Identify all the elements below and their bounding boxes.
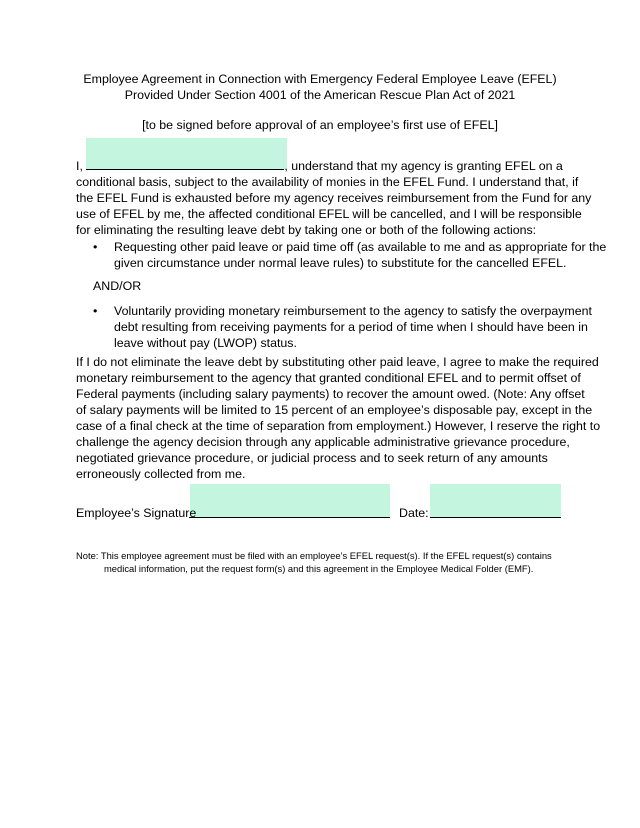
bullet-line: Voluntarily providing monetary reimbursement to the agency to satisfy the overpayment — [114, 304, 592, 318]
intro-line-3: the EFEL Fund is exhausted before my agency receives reimbursement from the Fund for any — [76, 191, 592, 205]
paragraph-line: monetary reimbursement to the agency that granted conditional EFEL and to permit offset of — [76, 371, 581, 385]
employee-signature-label: Employee’s Signature — [76, 506, 197, 520]
paragraph-line: erroneously collected from me. — [76, 467, 246, 481]
note-line-1: Note: This employee agreement must be filed with an employee’s EFEL request(s). If the EFEL request(s) contains — [76, 550, 552, 561]
bullet-item-text — [114, 239, 606, 271]
paragraph-line: negotiated grievance procedure, or judicial process and to seek return of any amounts — [76, 451, 548, 465]
employee-signature-line — [189, 517, 390, 518]
paragraph-line: If I do not eliminate the leave debt by substituting other paid leave, I agree to make the required — [76, 355, 599, 369]
intro-line-1 — [76, 157, 568, 174]
date-line — [430, 517, 561, 518]
filing-note — [76, 549, 576, 575]
bullet-marker: • — [93, 304, 98, 318]
note-line-2: medical information, put the request form(s) and this agreement in the Employee Medical Folder (EMF). — [104, 563, 534, 574]
document-title-line-1: Employee Agreement in Connection with Emergency Federal Employee Leave (EFEL) — [83, 72, 557, 86]
paragraph-line: of salary payments will be limited to 15 percent of an employee’s disposable pay, except in the — [76, 403, 593, 417]
date-label: Date: — [399, 506, 429, 520]
intro-line-5: for eliminating the resulting leave debt by taking one or both of the following actions: — [76, 223, 537, 237]
bullet-line: given circumstance under normal leave rules) to substitute for the cancelled EFEL. — [114, 256, 567, 270]
document-title-line-2: Provided Under Section 4001 of the American Rescue Plan Act of 2021 — [124, 88, 516, 102]
intro-paragraph — [76, 157, 592, 238]
bullet-item-text — [114, 303, 592, 351]
employee-signature-field[interactable] — [190, 484, 390, 518]
bullet-line: Requesting other paid leave or paid time off (as available to me and as appropriate for the — [114, 240, 607, 254]
intro-line-2: conditional basis, subject to the availability of monies in the EFEL Fund. I understand that, if — [76, 175, 579, 189]
intro-prefix: I, — [76, 159, 87, 173]
bullet-line: leave without pay (LWOP) status. — [114, 336, 297, 350]
name-blank-line — [86, 157, 284, 170]
reimbursement-paragraph — [76, 354, 601, 482]
bullet-marker: • — [93, 240, 98, 254]
date-field[interactable] — [430, 484, 561, 518]
paragraph-line: challenge the agency decision through any applicable administrative grievance procedure, — [76, 435, 570, 449]
bullet-line: debt resulting from receiving payments for a period of time when I should have been in — [114, 320, 588, 334]
intro-line-1-rest: , understand that my agency is granting EFEL on a — [284, 159, 563, 173]
bullet-item-monetary-reimbursement — [93, 303, 592, 351]
bullet-item-substitute-leave — [93, 239, 607, 271]
paragraph-line: Federal payments (including salary payments) to recover the amount owed. (Note: Any offset — [76, 387, 585, 401]
paragraph-line: case of a final check at the time of separation from employment.) However, I reserve the right to — [76, 419, 601, 433]
intro-line-4: use of EFEL by me, the affected conditional EFEL will be cancelled, and I will be responsible — [76, 207, 582, 221]
signing-instruction: [to be signed before approval of an employee’s first use of EFEL] — [142, 118, 498, 132]
and-or-label: AND/OR — [93, 279, 142, 293]
